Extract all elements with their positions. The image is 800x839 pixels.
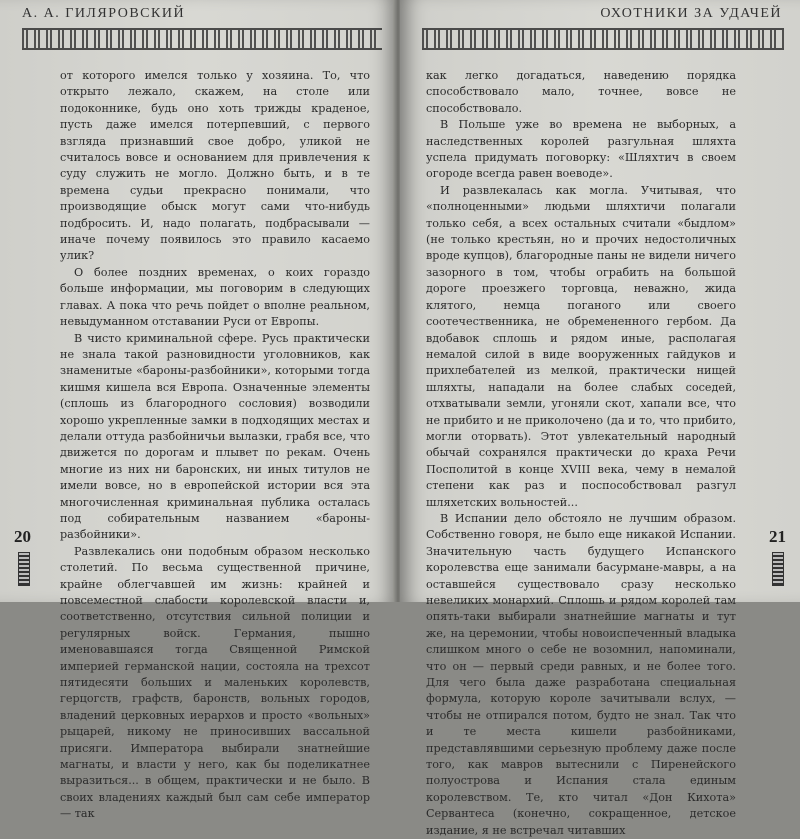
left-paragraph: Развлекались они подобным образом несколько столетий. По весьма существенной причине, крайне облегчавшей им жизнь: крайней и повсеместной слабости королевской власти и, соответственно, отсутствия сильной полиции и регулярных войск. Германия, пышно именовавшаяся тогда Священной Римской империей германской нации, состояла на трехсот пятидесяти больших и маленьких королевств, герцогств, графств, баронств, вольных городов, владений церковных иерархов и просто «вольных» рыцарей, никому не приносивших вассальной присяги. Императора выбирали знатнейшие магнаты, и власти у него, как бы поделикатнее выразиться... в общем, практически и не было. В своих владениях каждый был сам себе император — так bbox=[60, 544, 370, 821]
left-corner-ornament bbox=[18, 552, 30, 586]
left-paragraph: О более поздних временах, о коих гораздо больше информации, мы поговорим в следующих главах. А пока что речь пойдет о вполне реальном, невыдуманном отставании Руси от Европы. bbox=[60, 265, 370, 329]
left-body-text bbox=[60, 68, 370, 823]
left-ornamental-band bbox=[22, 28, 382, 50]
right-running-head: ОХОТНИКИ ЗА УДАЧЕЙ bbox=[600, 6, 782, 21]
left-page-number: 20 bbox=[14, 527, 31, 546]
left-paragraph: В чисто криминальной сфере. Русь практически не знала такой разновидности уголовников, как знаменитые «бароны-разбойники», которыми тогда кишмя кишела вся Европа. Означенные элементы (сплошь из благородного сословия) возводили хорошо укрепленные замки в подходящих местах и делали оттуда разбойничьи вылазки, грабя все, что движется по дорогам и плывет по рекам. Очень многие из них ни баронских, ни иных титулов не имели вовсе, но в европейской истории вся эта многочисленная криминальная публика осталась под собирательным названием «бароны-разбойники». bbox=[60, 331, 370, 542]
right-body-text bbox=[426, 68, 736, 839]
right-paragraph: как легко догадаться, наведению порядка способствовало мало, точнее, вовсе не способствовало. bbox=[426, 69, 736, 115]
left-paragraph: от которого имелся только у хозяина. То, что открыто лежало, скажем, на столе или подоконнике, будь оно хоть трижды краденое, пусть даже имелся потерпевший, с первого взгляда признавший свое добро, уликой не считалось вовсе и основанием для привлечения к суду служить не могло. Должно быть, и в те времена судьи прекрасно понимали, что производящие обыск могут сами что-нибудь подбросить. И, надо полагать, подбрасывали — иначе почему появилось это правило касаемо улик? bbox=[60, 69, 370, 263]
left-running-head: А. А. ГИЛЯРОВСКИЙ bbox=[22, 6, 186, 21]
right-ornamental-band bbox=[422, 28, 784, 50]
right-page-number: 21 bbox=[769, 527, 786, 546]
right-corner-ornament bbox=[772, 552, 784, 586]
right-paragraph: И развлекалась как могла. Учитывая, что «полноценными» людьми шляхтичи полагали только себя, а всех остальных считали «быдлом» (не только крестьян, но и прочих недостоличных вроде купцов), благородные паны не видели ничего зазорного в том, чтобы ограбить на большой дороге проезжего торговца, неважно, жида клятого, немца поганого или своего соотечественника, не обремененного гербом. Да вдобавок сплошь и рядом иные, располагая немалой силой в виде вооруженных гайдуков и прихлебателей из мелкой, практически нищей шляхты, нападали на более слабых соседей, отхватывали земли, угоняли скот, хапали все, что не прибито и не приколочено (да и то, что прибито, могли оторвать). Этот увлекательный народный обычай сохранялся практически до краха Речи Посполитой в конце XVIII века, чему в немалой степени как раз и поспособствовал разгул шляхетских вольностей... bbox=[426, 183, 736, 509]
right-page bbox=[400, 0, 800, 837]
left-page bbox=[0, 0, 397, 821]
right-paragraph: В Испании дело обстояло не лучшим образом. Собственно говоря, не было еще никакой Испании. Значительную часть будущего Испанского королевства еще занимали басурмане-мавры, а на оставшейся существовало сразу несколько невеликих монархий. Сплошь и рядом королей там опять-таки выбирали знатнейшие магнаты и тут же, на церемонии, чтобы новоиспеченный владыка слишком много о себе не возомнил, напоминали, что он — первый среди равных, и не более того. Для чего была даже разработана специальная формула, которую короле зачитывали вслух, — чтобы не отпирался потом, будто не знал. Так что и те места кишели разбойниками, представлявшими серьезную проблему даже после того, как мавров вытеснили с Пиренейского полуострова и Испания стала единым королевством. Те, кто читал «Дон Кихота» Сервантеса (конечно, сокращенное, детское издание, я не встречал читавших bbox=[426, 511, 736, 837]
right-paragraph: В Польше уже во времена не выборных, а наследственных королей разгульная шляхта успела придумать поговорку: «Шляхтич в своем огороде всегда равен воеводе». bbox=[426, 118, 736, 181]
